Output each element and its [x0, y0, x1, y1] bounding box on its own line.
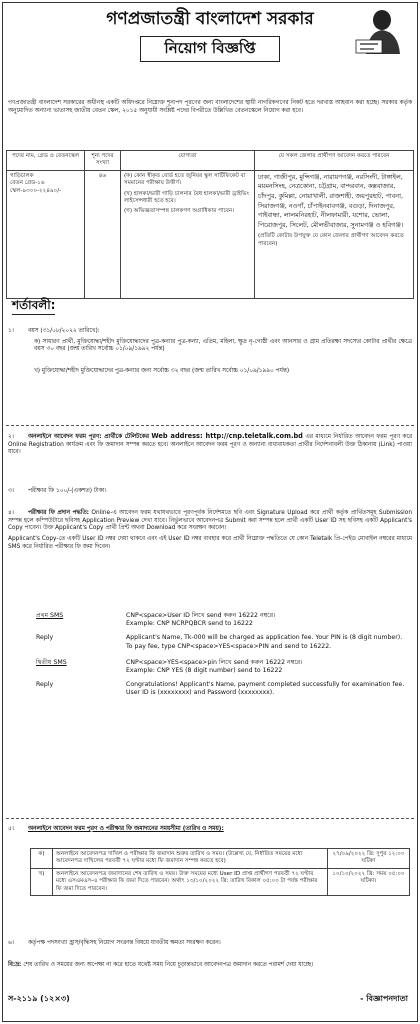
conditions-title: শর্তাবলী: — [12, 298, 55, 315]
qualification-cell — [121, 170, 255, 298]
condition-3 — [8, 488, 412, 496]
deadline-text: অনলাইনে আবেদনপত্র দাখিল ও পরীক্ষার ফি জমাদান শুরুর তারিখ ও সময়। (উল্লেখ্য যে, নির্ধারিত সময়ের মধ্যে আবেদনপত্র দাখিলের পরবর্তী ৭২ ঘণ্টার মধ্যে ফি জমাদান সম্পন্ন করতে হবে) — [53, 849, 328, 869]
divider — [6, 425, 414, 426]
sms-reply-1-text: Applicant's Name, Tk-000 will be charged as application fee. Your PIN is (8 digit number). To pay fee, type CNP<space>YES<space>PIN and send to 16222. — [126, 634, 403, 650]
footer-advertiser: - বিজ্ঞাপনদাতা — [360, 994, 408, 1003]
post-scale: স্কেল-৯৩০০-২২৪৯০/- — [10, 187, 62, 194]
condition-2-number: ২। — [8, 434, 14, 440]
footer-code: স-২১১৯ (১২×৩) — [8, 994, 70, 1003]
vacancy-row — [7, 170, 414, 298]
condition-2-pre: অনলাইনে আবেদন ফরম পূরণ: প্রার্থীকে টেলিটকের — [28, 434, 149, 440]
deadline-mark: খ) — [31, 868, 53, 895]
post-grade: বেতন গ্রেড-১৬ — [10, 180, 45, 187]
header-count: শূন্য পদের সংখ্যা — [85, 151, 121, 171]
post-name: গাড়িচালক — [10, 172, 34, 179]
condition-4-number: ৪। — [8, 510, 14, 516]
intro-paragraph: গণপ্রজাতন্ত্রী বাংলাদেশ সরকারের অধীনস্থ একটি অধিদপ্তরে নিম্নোক্ত শূন্যপদ পূরণের জন্য বাংলাদেশের স্থায়ী নাগরিকগণের নিকট হতে দরখাস্ত আহবান করা হচ্ছে। সরকার কর্তৃক অনুমোদিত অন্যান্য ভাতাসহ জাতীয় বেতন স্কেল, ২০১৫ অনুযায়ী সংশ্লিষ্ট পদের বিপরীতে উল্লিখিত বেতনস্কেলে নিয়োগ করা হবে। — [8, 100, 412, 114]
condition-2 — [8, 432, 412, 457]
condition-4-a: Online-এ আবেদন ফরম যথাযথভাবে পূরণপূর্বক নির্দেশমতে ছবি এবং Signature Upload করে প্রার্থী কর্তৃক প্রার্থিতসমূহ Submission সম্পন্ন হলে কম্পিউটারে ছবিসহ Application Preview দেখা যাবে। নির্ভুলভাবে আবেদনপত্র Submit করা সম্পন্ন হলে প্রার্থী একটি User ID সহ ছবিসহ একটি Applicant's Copy পাবেন। উক্ত Applicant's Copy প্রার্থী প্রিন্ট অথবা Download করে সংরক্ষণ করবেন। — [8, 510, 413, 532]
districts-list: ঢাকা, গাজীপুর, মুন্সিগঞ্জ, নারায়ণগঞ্জ, নরসিংদী, টাঙ্গাইল, ময়মনসিংহ, নেত্রকোনা, চট্টগ্রাম, বান্দরবান, কক্সবাজার, চাঁদপুর, কুমিল্লা, নোয়াখালী, রাজশাহী, জয়পুরহাট, পাবনা, সিরাজগঞ্জ, নওগাঁ, চাঁপাইনবাবগঞ্জ, বগুড়া, দিনাজপুর, গাইবান্ধা, লালমনিরহাট, নীলফামারী, যশোর, ভোলা, পিরোজপুর, সিলেট, মৌলভীবাজার, সুনামগঞ্জ ও হবিগঞ্জ। — [258, 172, 404, 229]
sms-first-example: Example: CNP NCRPQBCR send to 16222 — [126, 620, 253, 628]
condition-4 — [8, 510, 412, 554]
condition-6 — [8, 940, 412, 948]
sms-second-command: CNP<space>YES<space>pin লিখে send করুন 16222 নম্বরে। — [126, 658, 303, 666]
vacancy-table — [6, 150, 414, 299]
condition-1-a: ক) সাধারণ প্রার্থী, মুক্তিযোদ্ধা/শহীদ মুক্তিযোদ্ধাদের পুত্র-কন্যার পুত্র-কন্যা, এতিম, মহিলা, ক্ষুদ্র নৃ-গোষ্ঠী এবং আনসার ও গ্রাম প্রতিরক্ষা সদস্যের কোটার প্রার্থীর ক্ষেত্রে বয়স ৩০ বছর (জন্ম তারিখ সর্বোচ্চ ০১/০৯/১৯৯২ পর্যন্ত) — [34, 338, 412, 353]
header-post: পদের নাম, গ্রেড ও বেতনস্কেল — [7, 151, 85, 171]
condition-5-head: অনলাইনে আবেদন ফরম পূরণ ও পরীক্ষার ফি জমাদানের সময়সীমা (তারিখ ও সময়): — [28, 826, 224, 832]
count-cell: ৪৬ — [85, 170, 121, 298]
deadline-date: ২৭/০৯/২০২২ খ্রি: দুপুর ১২:০০ ঘটিকা — [328, 849, 410, 869]
condition-1-b: খ) মুক্তিযোদ্ধা/শহীদ মুক্তিযোদ্ধাদের পুত্র-কন্যার জন্য সর্বোচ্চ ৩২ বছর (জন্ম তারিখ সর্বোচ্চ ০১/০৯/১৯৯০ পর্যন্ত) — [34, 367, 290, 374]
sms-second-example: Example: CNP YES (8 digit number) send to 16222 — [126, 666, 283, 674]
note — [8, 962, 412, 970]
government-title: গণপ্রজাতন্ত্রী বাংলাদেশ সরকার — [106, 9, 314, 29]
deadline-table — [30, 848, 410, 896]
qualification-c: (গ) অভিজ্ঞতাসম্পন্ন চালকগণ অগ্রাধিকার পাবেন। — [124, 208, 235, 215]
deadline-row — [31, 868, 410, 895]
post-cell — [7, 170, 85, 298]
qualification-a: (ক) কোন স্বীকৃত বোর্ড হতে জুনিয়র স্কুল সার্টিফিকেট বা সমমানের পরীক্ষায় উত্তীর্ণ। — [124, 172, 246, 187]
notice-title: নিয়োগ বিজ্ঞপ্তি — [140, 36, 280, 62]
condition-4-b: Applicant's Copy-তে একটি User ID নম্বর দেয়া থাকবে এবং এই User ID নম্বর ব্যবহার করে প্রার্থী নিম্নোক্ত পদ্ধতিতে যে কোন Teletalk প্রি-পেইড মোবাইল নম্বরের মাধ্যমে SMS করে নির্ধারিত পরীক্ষার ফি জমা দিবেন। — [8, 535, 412, 550]
condition-5 — [8, 826, 412, 834]
vacancy-header-row — [7, 151, 414, 171]
sms-instructions — [36, 612, 406, 702]
condition-6-text: কর্তৃপক্ষ পদসংখ্যা হ্রাস/বৃদ্ধিসহ নিয়োগ সংক্রান্ত বিষয়ে যাবতীয় ক্ষমতা সংরক্ষণ করেন। — [28, 940, 221, 946]
sms-second-label: দ্বিতীয় SMS — [36, 658, 67, 666]
condition-3-text: পরীক্ষার ফি ১০০/-(একশত) টাকা। — [28, 488, 107, 494]
divider — [6, 818, 414, 819]
condition-2-web: Web address: http://cnp.teletalk.com.bd — [151, 432, 303, 440]
sms-reply-1 — [36, 634, 406, 650]
deadline-mark: ক) — [31, 849, 53, 869]
deadline-row — [31, 849, 410, 869]
deadline-text: অনলাইনে আবেদনপত্র জমাদানের শেষ তারিখ ও সময়। উক্ত সময়ের মধ্যে User ID প্রাপ্ত প্রার্থীগণ পরবর্তী ৭২ ঘণ্টার মধ্যে এসএমএস-এ পরীক্ষার ফি জমা দিতে পারবেন। অর্থাৎ ১৩/১০/২০২২ খ্রি: তারিখ বিকাল ০৫:০০ টা পর্যন্ত পরীক্ষার ফি জমা দিতে পারবেন। — [53, 868, 328, 895]
sms-second — [36, 659, 406, 675]
condition-2-post: এর মাধ্যমে নির্ধারিত আবেদন ফরম পূরণ করে Online Registration কার্যক্রম এবং ফি জমাদান সম্পন্ন করতে হবে। অনলাইনে আবেদন ফরম পূরণ ও অন্যান্য বাধ্যবাধকতা প্রার্থীর নির্দেশনাবলী উক্ত ঠিকানায় (Link) পাওয়া যাবে। — [8, 434, 413, 456]
header-qualification: যোগ্যতা — [121, 151, 255, 171]
sms-reply-2-label: Reply — [36, 681, 54, 689]
sms-first-command: CNP<space>User ID লিখে send করুন 16222 নম্বরে। — [126, 612, 276, 619]
condition-4-head: পরীক্ষার ফি প্রদান পদ্ধতি: — [28, 510, 89, 516]
sms-first — [36, 612, 406, 628]
portrait-logo — [352, 6, 404, 56]
condition-1-number: ১। — [8, 328, 14, 334]
condition-1-head: বয়স (৩১/০৮/২০২২ তারিখে): — [28, 328, 100, 334]
districts-cell — [255, 170, 414, 298]
note-text: শেষ তারিখ ও সময়ের জন্য অপেক্ষা না করে হাতে যথেষ্ট সময় নিয়ে চূড়ান্তভাবে আবেদনপত্র জমাদান করতে পরামর্শ দেয়া যাচ্ছে। — [23, 962, 314, 968]
deadline-date: ১০/১০/২০২২ খ্রি: সময় ০৫:০০ ঘটিকা। — [328, 868, 410, 895]
sms-reply-2-text: Congratulations! Applicant's Name, payment completed successfully for examination fee. User ID is (xxxxxxxx) and Password (xxxxxxxx). — [126, 681, 405, 697]
condition-6-number: ৬। — [8, 940, 14, 946]
sms-reply-2 — [36, 681, 406, 697]
condition-3-number: ৩। — [8, 488, 14, 494]
condition-5-number: ৫। — [8, 826, 14, 832]
note-label: বি:দ্র: — [8, 962, 22, 968]
condition-1 — [8, 328, 412, 379]
header-districts: যে সকল জেলার প্রার্থীগণ আবেদন করতে পারবেন — [255, 151, 414, 171]
qualification-b: (খ) হালকা/ভারী গাড়ি চালনার বৈধ হালকা/ভারী ড্রাইভিং লাইসেন্সধারী হতে হবে। — [124, 190, 249, 204]
districts-note: (প্রতিটি কোটার উপযুক্ত যে কোন জেলার প্রার্থীগণ আবেদন করতে পারবেন) — [258, 233, 404, 247]
sms-first-label: প্রথম SMS — [36, 612, 64, 619]
sms-reply-1-label: Reply — [36, 634, 54, 642]
